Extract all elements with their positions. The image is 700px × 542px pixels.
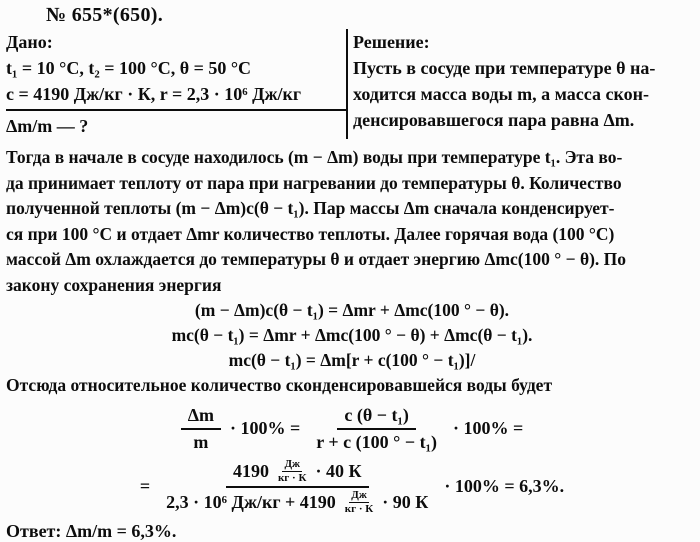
- fraction: [309, 405, 444, 453]
- denominator: m: [193, 431, 209, 452]
- equation-line-2: mc(θ − t₁) = Δmr + Δmc(100 ° − θ) + Δmc(θ − t₁).: [171, 325, 533, 345]
- unit-denominator: кг · К: [277, 471, 307, 484]
- given-section: [6, 29, 346, 139]
- text-line: Тогда в начале в сосуде находилось (m − Δm) воды при температуре t₁. Эта во-: [6, 147, 623, 167]
- given-label: Дано:: [6, 32, 53, 52]
- numerator: Δm: [181, 405, 221, 430]
- fraction: [181, 405, 221, 453]
- fraction: [159, 459, 435, 515]
- given-question: Δm/m — ?: [6, 116, 89, 136]
- body-paragraph-2: Отсюда относительное количество сконденсировавшейся воды будет: [6, 375, 553, 395]
- given-line-constants: c = 4190 Дж/кг · К, r = 2,3 · 10⁶ Дж/кг: [6, 81, 346, 111]
- answer-line: Ответ: Δm/m = 6,3%.: [6, 520, 177, 541]
- unit-numerator: Дж: [284, 457, 300, 470]
- equals-sign: =: [139, 476, 151, 496]
- value: · 40 К: [315, 460, 362, 481]
- text-line: массой Δm охлаждается до температуры θ и отдает энергию Δmc(100 ° − θ). По: [6, 249, 627, 269]
- denominator: r + c (100 ° − t₁): [316, 431, 438, 452]
- numerator: [226, 459, 369, 488]
- equation-line-1: (m − Δm)c(θ − t₁) = Δmr + Δmc(100 ° − θ).: [194, 300, 510, 320]
- fraction-equation-numeric: [6, 459, 698, 515]
- solution-label: Решение:: [353, 32, 430, 52]
- solution-line: Пусть в сосуде при температуре θ на-: [353, 58, 656, 78]
- given-solution-section: [6, 29, 698, 139]
- problem-number: № 655*(650).: [46, 4, 164, 26]
- text-line: полученной теплоты (m − Δm)c(θ − t₁). Пар массы Δm сначала конденсирует-: [6, 198, 615, 218]
- denominator: [159, 488, 435, 515]
- equation-suffix: · 100% =: [453, 418, 524, 438]
- text-line: да принимает теплоту от пара при нагревании до температуры θ. Количество: [6, 172, 622, 193]
- unit-denominator: кг · К: [344, 502, 374, 515]
- numerator: c (θ − t₁): [337, 405, 416, 430]
- given-line-temperatures: t₁ = 10 °С, t₂ = 100 °С, θ = 50 °С: [6, 58, 252, 78]
- solution-line: денсировавшегося пара равна Δm.: [353, 110, 635, 130]
- fraction-equation-symbolic: [6, 405, 698, 453]
- text-line: закону сохранения энергия: [6, 274, 222, 295]
- solution-section: [346, 29, 698, 139]
- equation-result: · 100% = 6,3%.: [444, 476, 565, 496]
- value: 2,3 · 10⁶ Дж/кг + 4190: [166, 491, 336, 512]
- unit-fraction: [276, 459, 308, 484]
- equation-operator: · 100% =: [230, 418, 301, 438]
- unit-fraction: [343, 490, 375, 515]
- equation-line-3: mc(θ − t₁) = Δm[r + c(100 ° − t₁)]/: [228, 350, 476, 370]
- text-line: ся при 100 °С и отдает Δmr количество теплоты. Далее горячая вода (100 °С): [6, 223, 615, 244]
- unit-numerator: Дж: [351, 488, 367, 501]
- solution-line: ходится масса воды m, а масса скон-: [353, 84, 649, 104]
- value: 4190: [232, 460, 269, 481]
- body-paragraph-1: [6, 145, 698, 298]
- value: · 90 К: [382, 491, 429, 512]
